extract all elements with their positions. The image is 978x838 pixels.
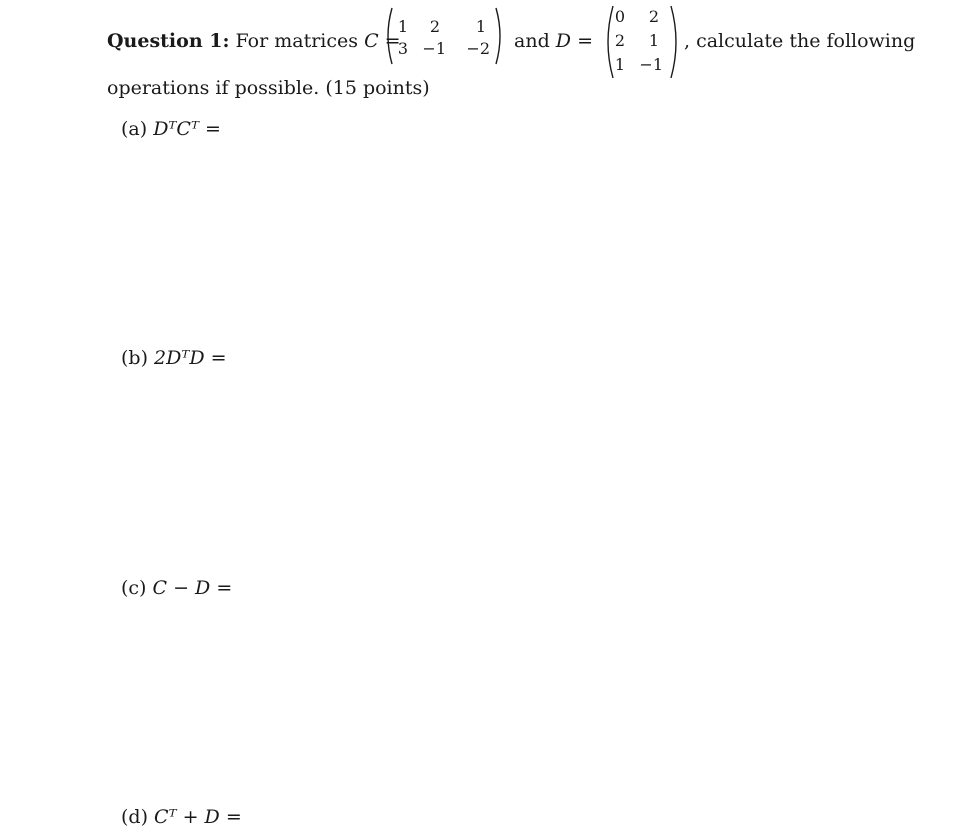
- question-label: Question 1:: [107, 30, 230, 52]
- part-c: [121, 577, 232, 599]
- matrix-c-cell: 1: [397, 17, 408, 36]
- equals-sign: =: [577, 30, 593, 52]
- matrix-d-cell: −1: [639, 55, 663, 74]
- part-label: (b): [121, 347, 148, 369]
- right-paren-icon: [669, 4, 681, 80]
- part-b: [121, 347, 227, 369]
- and-d-text: [514, 30, 593, 52]
- matrix-d-cell: 1: [648, 31, 659, 50]
- part-label: (c): [121, 577, 147, 599]
- matrix-c: [384, 6, 506, 66]
- matrix-d: [603, 4, 683, 80]
- part-expression: DᵀCᵀ =: [153, 118, 221, 140]
- matrix-c-cell: 3: [397, 39, 408, 58]
- part-label: (d): [121, 806, 148, 828]
- question-line-2: operations if possible. (15 points): [107, 77, 430, 99]
- matrix-d-variable: D: [555, 30, 572, 52]
- matrix-c-cell: 2: [429, 17, 440, 36]
- equals-sign: =: [384, 30, 401, 52]
- question-line-1-end: , calculate the following: [684, 30, 916, 52]
- matrix-c-cell: −2: [466, 39, 490, 58]
- matrix-c-variable: C: [364, 30, 379, 52]
- part-a: [121, 118, 221, 140]
- matrix-c-cell: 1: [475, 17, 486, 36]
- question-line-1: [107, 30, 401, 52]
- matrix-d-cell: 0: [614, 7, 625, 26]
- and-word: and: [514, 30, 550, 52]
- part-expression: Cᵀ + D =: [154, 806, 242, 828]
- part-label: (a): [121, 118, 148, 140]
- question-intro: For matrices: [235, 30, 359, 52]
- part-expression: C − D =: [152, 577, 233, 599]
- right-paren-icon: [494, 6, 504, 66]
- part-d: [121, 806, 242, 828]
- matrix-d-cell: 2: [614, 31, 625, 50]
- matrix-d-cell: 1: [614, 55, 625, 74]
- matrix-d-cell: 2: [648, 7, 659, 26]
- matrix-c-cell: −1: [422, 39, 446, 58]
- part-expression: 2DᵀD =: [154, 347, 227, 369]
